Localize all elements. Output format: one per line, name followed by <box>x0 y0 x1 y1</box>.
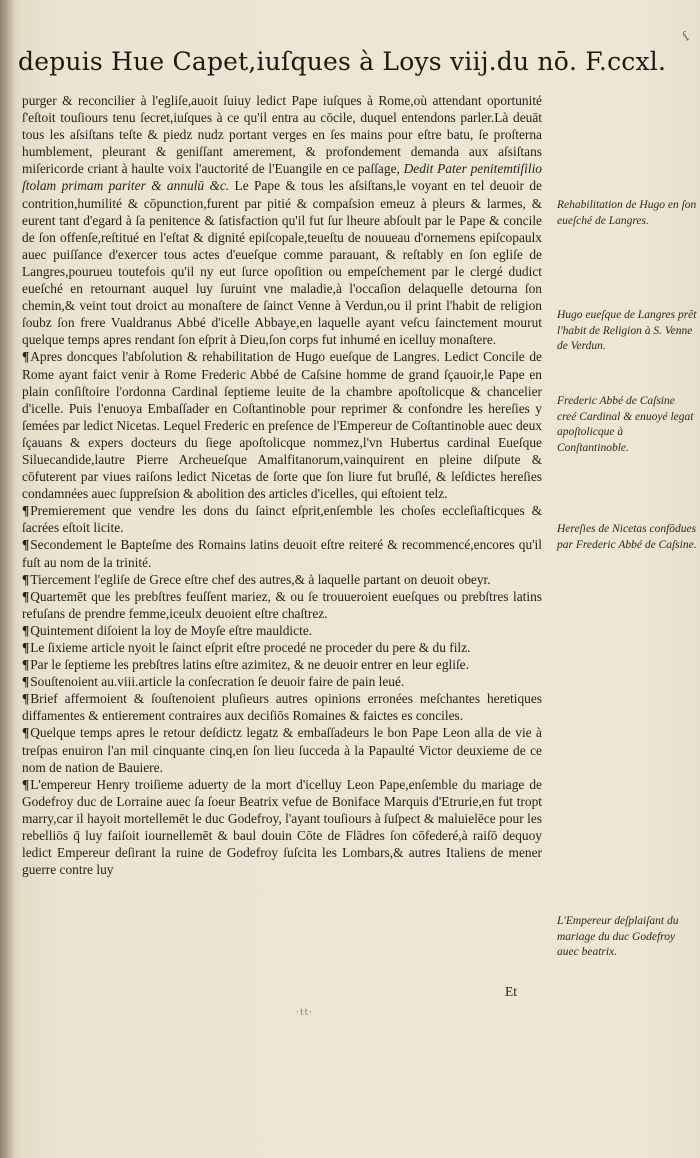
pilcrow-icon: ¶ <box>22 640 30 655</box>
article-1-text: Premierement que vendre les dons du ſainct eſprit,enſemble les choſes eccleſiaſticques & ſacrées eſtoit licite. <box>22 503 542 536</box>
signature-mark: ·tt· <box>296 1008 313 1018</box>
paragraph-leon <box>22 724 542 775</box>
pilcrow-icon: ¶ <box>22 588 30 604</box>
article-4-text: Quartemēt que les prebſtres feuſſent mariez, & ou ſe trouueroient eueſques ou prebſtres latins refuſans de prendre femme,iceulx deuoient eſtre chaſtrez. <box>22 588 542 621</box>
article-3-text: Tiercement l'egliſe de Grece eſtre chef des autres,& à laquelle partant on deuoit obeyr. <box>30 571 491 587</box>
paragraph-2 <box>22 348 542 502</box>
paragraph-leon-text: Quelque temps apres le retour deſdictz legatz & embaſſadeurs le bon Pape Leon alla de vie à treſpas enuiron l'an mil cinquante cinq,en ſon lieu ſucceda à la Papaulté Victor deuxieme de ce nom de nation de Bauiere. <box>22 725 542 775</box>
gutter-shadow <box>0 0 14 1158</box>
article-3 <box>22 571 542 588</box>
margin-note-empereur: L'Empereur deſplaiſant du mariage du duc Godefroy auec beatrix. <box>557 915 679 958</box>
paragraph-henry-text: L'empereur Henry troiſieme aduerty de la mort d'icelluy Leon Pape,enſemble du mariage de Godefroy duc de Lorraine auec ſa ſoeur Beatrix vefue de Boniface Marquis d'Etrurie,en fut tropt marry,car il hayoit mortellemēt le duc Godefroy, l'ayant touſiours à ſuſpect & maluielēce pour les rebelliōs q̄ luy faiſoit iournellemēt & baul douin Cōte de Flādres ſon cōfederé,à raiſō dequoy ledict Empereur deſirant la ruine de Godefroy ſuſcita les Lombars,& autres Italiens de mener guerre contre luy <box>22 776 542 878</box>
paragraph-2-text: Apres doncques l'abſolution & rehabilitation de Hugo eueſque de Langres. Ledict Concile de Rome ayant faict venir à Rome Frederic Abbé de Caſsine homme de grand ſçauoir,le Pape en plain conſiſtoire l'ordonna Cardinal ſeptieme leuite de la chambre apoſtolicque & chancelier d'icelle. Puis l'enuoya Embaſſader en Coſtantinoble pour reprimer & confondre les hereſies y ſemées par ledict Nicetas. Lequel Frederic en preſence de l'Empereur de Coſtantinoble auec deux ſçauans & expers docteurs du ſiege apoſtolicque nommez,l'vn Hubertus cardinal Eueſque Siluecandide,lautre Pierre Archeueſque Amalfitanorum,vainquirent en pleine diſpute & cōfuterent par viues raiſons ledict Nicetas de ſorte que ſon liure fut bruſlé, & leſdictes hereſies condamnées auec ſuppreſsion & abolition des articles d'icelles, qui eſtoient telz. <box>22 349 542 502</box>
article-2-text: Secondement le Bapteſme des Romains latins deuoit eſtre reiteré & recommencé,encores qu'il fuſt au nom de la trinité. <box>22 537 542 570</box>
article-6 <box>22 639 542 656</box>
margin-note-frederic: Frederic Abbé de Caſsine creé Cardinal & enuoyé legat apoſtolicque à Conſtantinoble. <box>557 395 694 454</box>
pilcrow-icon: ¶ <box>22 725 30 741</box>
pilcrow-icon: ¶ <box>22 657 30 673</box>
pilcrow-icon: ¶ <box>22 503 30 519</box>
article-4 <box>22 588 542 622</box>
article-2 <box>22 536 542 570</box>
article-8 <box>22 673 542 690</box>
margin-note-hugo: Hugo eueſque de Langres prēt l'habit de Religion à S. Venne de Verdun. <box>557 309 697 352</box>
paragraph-henry <box>22 776 542 879</box>
pilcrow-icon: ¶ <box>22 571 30 587</box>
pilcrow-icon: ¶ <box>22 776 30 792</box>
article-6-text: Le ſixieme article nyoit le ſainct eſprit eſtre procedé ne proceder du pere & du filz. <box>30 640 471 655</box>
pilcrow-icon: ¶ <box>22 537 30 553</box>
article-summary <box>22 690 542 724</box>
pilcrow-icon: ¶ <box>22 622 30 638</box>
running-head: depuis Hue Capet,iuſques à Loys viij.du nō. F.ccxl. <box>18 47 667 76</box>
paragraph-1-text: purger & reconcilier à l'egliſe,auoit ſuiuy ledict Pape iuſques à Rome,où attendant oportunité ſ'eſtoit touſiours tenu ſecret,iuſques à ce qu'il entra au cōcile, duquel entendons parler.Là deuāt tous les aſsiſtans teſte & piedz nudz portant verges en ſes mains pour eſtre batu, ſe proſterna humblement, pleurant & geniſſant amerement, & profondement demanda aux aſsiſtans miſericorde criant à haulte voix l'auctorité de l'Euangile en ce paſſage, <box>22 93 542 177</box>
pilcrow-icon: ¶ <box>22 349 30 365</box>
catchword: Et <box>505 984 517 999</box>
article-5 <box>22 622 542 639</box>
pilcrow-icon: ¶ <box>22 674 30 690</box>
article-8-text: Souſtenoient au.viii.article la conſecration ſe deuoir faire de pain leué. <box>30 674 405 690</box>
main-text-block <box>22 92 542 878</box>
paragraph-1-rest: Le Pape & tous les aſsiſtans,le voyant en tel deuoir de contrition,humilité & cōpunction,furent par pitié & compaſsion emeuz à pleurs & larmes, & eurent tant d'egard à ſa penitence & ſatisfaction qu'il fut ſur lheure abſoult par le Pape & concile de ſon offenſe,reſtitué en l'eſtat & dignité epiſcopale,teueſtu de nouueau d'ornemens epiſcopaulx auec puiſſance d'exercer tous actes d'eueſque comme parauant, & reſtably en ſon egliſe de Langres,pourueu toutefois qu'il ny eut ſurce opoſition ou empeſchement par le clergé dudict eueſché en retournant auquel luy ſuruint vne maladie,à l'occaſion delaquelle detourna ſon chemin,& veint tout droict au monaſtere de ſainct Venne à Verdun,ou il print l'habit de religion ſoubz ſon frere Vualdranus Abbé d'icelle Abbaye,en laquelle ayant veſcu ſainctement mourut quelque temps apres rendant ſon eſprit à Dieu,ſon corps fut inhumé en icelluy monaſtere. <box>22 178 542 348</box>
paragraph-1 <box>22 92 542 348</box>
article-summary-text: Brief affermoient & ſouſtenoient pluſieurs autres opinions erronées meſchantes heretiques diffamentes & entierement contraires aux deciſiōs Romaines & faictes es conciles. <box>22 691 542 724</box>
latin-quotation: Dedit Pater penitemtiſilio ſtolam primam pariter & annulū &c. <box>22 161 542 194</box>
article-7-text: Par le ſeptieme les prebſtres latins eſtre azimitez, & ne deuoir entrer en leur egliſe. <box>30 657 469 673</box>
margin-note-heresies: Hereſies de Nicetas confōdues par Frederic Abbé de Caſsine. <box>557 523 697 551</box>
article-5-text: Quintement diſoient la loy de Moyſe eſtre mauldicte. <box>30 622 313 638</box>
margin-note-rehabilitation: Rehabilitation de Hugo en ſon eueſché de Langres. <box>557 199 697 227</box>
corner-mark: ſ <box>679 29 692 44</box>
article-7 <box>22 656 542 673</box>
pilcrow-icon: ¶ <box>22 691 30 707</box>
article-1 <box>22 502 542 536</box>
